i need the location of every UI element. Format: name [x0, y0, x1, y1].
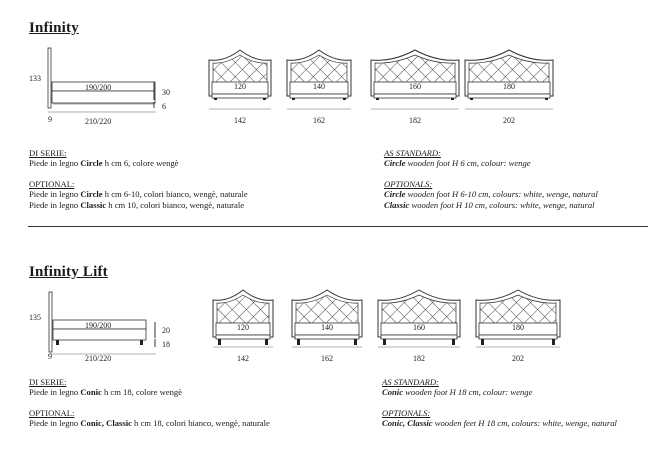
overall-width-label: 182 [413, 354, 425, 363]
mattress-width-label: 160 [413, 323, 425, 332]
spec-line [384, 158, 598, 168]
it-standard-heading: DI SERIE: [29, 377, 67, 387]
spec-text: Piede in legno [29, 189, 81, 200]
spec-text: wooden foot H 6 cm, colour: wenge [405, 158, 531, 169]
foot-model-name: Conic [80, 387, 102, 398]
spec-text: h cm 10, colori bianco, wengè, naturale [106, 199, 245, 210]
en-standard-lines [382, 387, 617, 397]
en-standard-heading: AS STANDARD: [384, 148, 441, 158]
spec-text: Piede in legno [29, 387, 81, 398]
en-optional-heading: OPTIONALS: [382, 407, 431, 418]
mattress-length-label: 190/200 [85, 83, 112, 92]
spec-line [29, 387, 270, 397]
mattress-width-label: 140 [321, 323, 333, 332]
mattress-width-label: 120 [237, 323, 249, 332]
en-standard-heading: AS STANDARD: [382, 377, 439, 387]
en-text-block-infinity [384, 148, 598, 210]
overall-width-label: 162 [313, 116, 325, 125]
it-text-block-infinity-lift [29, 377, 270, 429]
mattress-width-label: 120 [234, 82, 246, 91]
it-optional-lines [29, 418, 270, 428]
width-dimension-line [292, 344, 362, 350]
overall-width-label: 162 [321, 354, 333, 363]
foot-model-name: Conic [382, 387, 404, 398]
section-title-infinity: Infinity [29, 20, 79, 36]
height-label: 133 [29, 74, 41, 83]
width-dimension-line [287, 106, 351, 112]
it-standard-heading: DI SERIE: [29, 148, 67, 158]
spec-line [29, 418, 270, 428]
spec-text: wooden feet H 18 cm, colours: white, wenge, natural [432, 418, 617, 429]
total-length-label: 210/220 [85, 354, 112, 363]
spec-line [384, 189, 598, 199]
width-dimension-line [465, 106, 553, 112]
spec-text: h cm 6, colore wengè [102, 158, 179, 169]
en-optional-lines [382, 418, 617, 428]
total-length-label: 210/220 [85, 117, 112, 126]
spec-text: wooden foot H 10 cm, colours: white, wenge, natural [409, 199, 595, 210]
section-title-infinity-lift: Infinity Lift [29, 264, 108, 280]
foot-model-name: Conic, Classic [80, 418, 132, 429]
spec-line [384, 200, 598, 210]
mattress-width-label: 180 [503, 82, 515, 91]
foot-model-name: Classic [384, 199, 410, 210]
it-optional-heading: OPTIONAL: [29, 178, 75, 189]
spec-text: h cm 18, colori bianco, wengè, naturale [131, 418, 270, 429]
spec-text: wooden foot H 18 cm, colour: wenge [403, 387, 533, 398]
foot-model-name: Circle [80, 189, 103, 200]
en-text-block-infinity-lift [382, 377, 617, 429]
spec-text: h cm 6-10, colori bianco, wengè, naturale [102, 189, 248, 200]
foot-model-name: Conic, Classic [382, 418, 433, 429]
mattress-width-label: 140 [313, 82, 325, 91]
it-optional-heading: OPTIONAL: [29, 407, 75, 418]
mattress-length-label: 190/200 [85, 321, 112, 330]
headboard-thickness-label: 9 [48, 352, 52, 361]
mattress-width-label: 160 [409, 82, 421, 91]
mattress-width-label: 180 [512, 323, 524, 332]
overall-width-label: 142 [237, 354, 249, 363]
overall-width-label: 142 [234, 116, 246, 125]
frame-height-label: 20 [162, 326, 170, 335]
overall-width-label: 202 [503, 116, 515, 125]
foot-model-name: Classic [80, 199, 107, 210]
height-label: 135 [29, 313, 41, 322]
width-dimension-line [378, 344, 460, 350]
width-dimension-line [209, 106, 271, 112]
spec-text: wooden foot H 6-10 cm, colours: white, wenge, natural [405, 189, 598, 200]
frame-height-label: 30 [162, 88, 170, 97]
foot-model-name: Circle [384, 158, 406, 169]
foot-height-label: 18 [162, 340, 170, 349]
spec-text: h cm 18, colore wengè [101, 387, 182, 398]
width-dimension-line [476, 344, 560, 350]
spec-text: Piede in legno [29, 418, 81, 429]
spec-line [382, 418, 617, 428]
foot-model-name: Circle [384, 189, 406, 200]
overall-width-label: 182 [409, 116, 421, 125]
en-optional-lines [384, 189, 598, 210]
en-optional-heading: OPTIONALS: [384, 178, 433, 189]
foot-height-label: 6 [162, 102, 166, 111]
spec-text: Piede in legno [29, 158, 81, 169]
headboard-thickness-label: 9 [48, 115, 52, 124]
spec-line [382, 387, 617, 397]
overall-width-label: 202 [512, 354, 524, 363]
spec-text: Piede in legno [29, 199, 81, 210]
foot-model-name: Circle [80, 158, 103, 169]
width-dimension-line [371, 106, 459, 112]
width-dimension-line [213, 344, 273, 350]
en-standard-lines [384, 158, 598, 168]
it-standard-lines [29, 387, 270, 397]
